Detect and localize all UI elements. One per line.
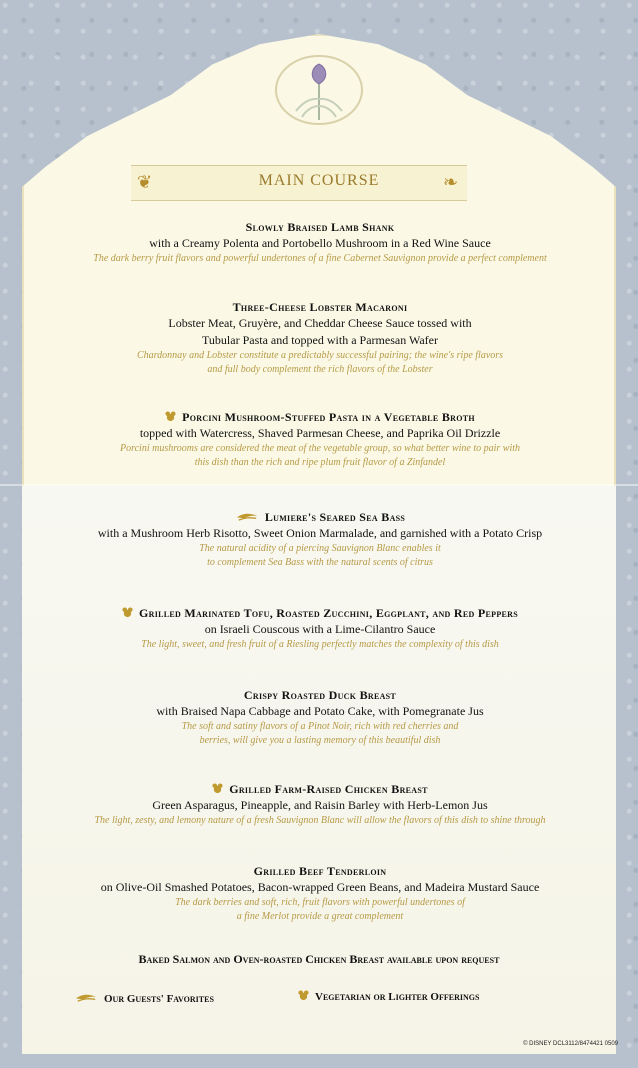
dish-item — [40, 220, 600, 266]
wine-pairing: Chardonnay and Lobster constitute a predictably successful pairing; the wine's ripe flavors — [136, 350, 504, 361]
wine-pairing: The light, sweet, and fresh fruit of a Riesling perfectly matches the complexity of this dish — [141, 639, 499, 650]
wine-pairing: to complement Sea Bass with the natural scents of citrus — [207, 557, 433, 568]
wine-pairing: The soft and satiny flavors of a Pinot Noir, rich with red cherries and — [181, 721, 459, 732]
wine-pairing: The natural acidity of a piercing Sauvignon Blanc enables it — [199, 543, 441, 554]
dish-item — [40, 410, 600, 470]
dish-name: Grilled Beef Tenderloin — [253, 864, 387, 878]
dish-item — [40, 300, 600, 377]
page-fold — [0, 484, 638, 486]
wine-pairing: The dark berries and soft, rich, fruit flavors with powerful undertones of — [175, 897, 465, 908]
dish-name: Grilled Marinated Tofu, Roasted Zucchini, Eggplant, and Red Peppers — [139, 606, 518, 620]
wine-pairing: The dark berry fruit flavors and powerful undertones of a fine Cabernet Sauvignon provide a perfect complement — [93, 253, 547, 264]
wine-pairing: a fine Merlot provide a great complement — [236, 911, 404, 922]
favorites-label: Our Guests' Favorites — [104, 993, 214, 1005]
dish-description: with a Mushroom Herb Risotto, Sweet Onion Marmalade, and garnished with a Potato Crisp — [97, 526, 543, 540]
dish-description: Lobster Meat, Gruyère, and Cheddar Cheese Sauce tossed with — [168, 316, 472, 330]
dish-name-with-favorite-badge — [40, 510, 600, 525]
dish-item — [40, 688, 600, 748]
dish-description: Tubular Pasta and topped with a Parmesan Wafer — [202, 333, 438, 347]
vegetarian-legend — [298, 990, 479, 1003]
wine-pairing: and full body complement the rich flavors of the Lobster — [207, 364, 433, 375]
dish-name: Three-Cheese Lobster Macaroni — [232, 300, 408, 314]
mickey-icon — [122, 607, 133, 618]
dish-item — [40, 510, 600, 570]
mickey-icon — [212, 783, 223, 794]
wine-pairing: Porcini mushrooms are considered the meat of the vegetable group, so what better wine to pair with — [119, 443, 521, 454]
left-flourish-icon: ❦ — [137, 172, 153, 192]
dish-item — [40, 606, 600, 652]
dish-name: Lumiere's Seared Sea Bass — [264, 510, 406, 524]
favorites-legend — [74, 992, 214, 1005]
section-title: MAIN COURSE — [258, 172, 380, 189]
ship-icon — [74, 992, 98, 1003]
wine-pairing: this dish than the rich and ripe plum fruit flavor of a Zinfandel — [194, 457, 446, 468]
right-flourish-icon: ❧ — [443, 172, 459, 192]
dish-name: Crispy Roasted Duck Breast — [243, 688, 397, 702]
menu-panel-lower — [22, 486, 616, 1054]
dish-description: Green Asparagus, Pineapple, and Raisin Barley with Herb-Lemon Jus — [152, 798, 488, 812]
mickey-icon — [165, 411, 176, 422]
footer-note: Baked Salmon and Oven-roasted Chicken Breast available upon request — [138, 952, 500, 966]
mickey-icon — [298, 990, 309, 1001]
ship-icon — [235, 511, 259, 522]
dish-description: with a Creamy Polenta and Portobello Mushroom in a Red Wine Sauce — [149, 236, 491, 250]
wine-pairing: berries, will give you a lasting memory of this beautiful dish — [199, 735, 441, 746]
dish-item — [40, 782, 600, 828]
dish-name: Slowly Braised Lamb Shank — [245, 220, 395, 234]
dish-description: on Israeli Couscous with a Lime-Cilantro Sauce — [204, 622, 436, 636]
vegetarian-label: Vegetarian or Lighter Offerings — [315, 991, 480, 1003]
dish-description: on Olive-Oil Smashed Potatoes, Bacon-wrapped Green Beans, and Madeira Mustard Sauce — [100, 880, 540, 894]
dish-name: Porcini Mushroom-Stuffed Pasta in a Vegetable Broth — [182, 410, 475, 424]
dish-name-with-vegetarian-badge — [40, 782, 600, 797]
wine-pairing: The light, zesty, and lemony nature of a fresh Sauvignon Blanc will allow the flavors of this dish to shine through — [94, 815, 546, 826]
dish-description: with Braised Napa Cabbage and Potato Cake, with Pomegranate Jus — [156, 704, 484, 718]
dish-name-with-vegetarian-badge — [40, 606, 600, 621]
dish-name-with-vegetarian-badge — [40, 410, 600, 425]
rose-crest-icon — [269, 54, 369, 132]
dish-description: topped with Watercress, Shaved Parmesan Cheese, and Paprika Oil Drizzle — [139, 426, 501, 440]
dish-name: Grilled Farm-Raised Chicken Breast — [229, 782, 428, 796]
dish-item — [40, 864, 600, 924]
copyright-text: © DISNEY DCL3112/8474421 0509 — [523, 1041, 618, 1047]
